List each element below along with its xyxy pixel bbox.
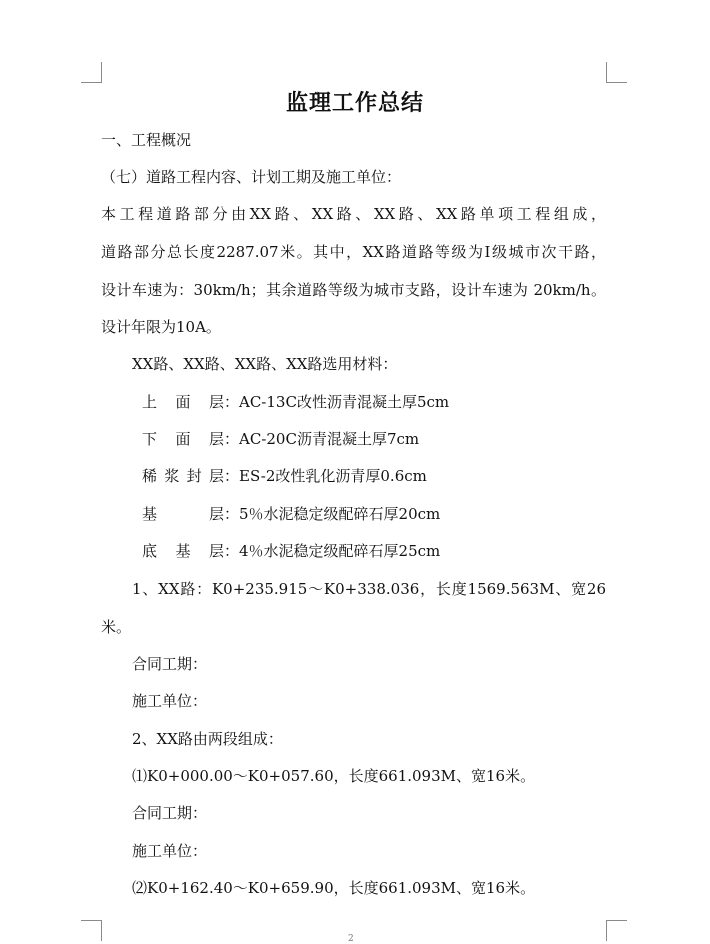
road1-construction-unit: 施工单位：: [132, 692, 208, 710]
material-value: ：AC-13C改性沥青混凝土厚5cm: [224, 393, 450, 411]
road1-line-2: 米。: [101, 618, 132, 636]
material-row: [142, 429, 419, 449]
intro-line-2: 道路部分总长度2287.07米。其中，XX路道路等级为Ⅰ级城市次干路，: [101, 243, 606, 261]
material-value: ：ES-2改性乳化沥青厚0.6cm: [224, 467, 427, 485]
crop-mark-top-left: [81, 62, 102, 83]
material-value: ：5％水泥稳定级配碎石厚20cm: [224, 505, 441, 523]
material-label: 上面层: [142, 393, 224, 411]
road2-segment-2: ⑵K0+162.40～K0+659.90，长度661.093M、宽16米。: [132, 879, 536, 897]
subsection-heading: （七）道路工程内容、计划工期及施工单位：: [101, 168, 402, 186]
material-row: [142, 392, 449, 412]
page-title: 监理工作总结: [285, 91, 424, 116]
road2-construction-unit: 施工单位：: [132, 842, 208, 860]
road1-contract-period: 合同工期：: [132, 655, 208, 673]
intro-line-3: 设计车速为：30km/h；其余道路等级为城市支路，设计车速为 20km/h。: [101, 281, 606, 299]
material-row: [142, 504, 440, 524]
intro-line-4: 设计年限为10A。: [101, 318, 221, 336]
material-label: 基层: [142, 505, 224, 523]
intro-line-1: 本工程道路部分由XX路、XX路、XX路、XX路单项工程组成，: [101, 205, 606, 223]
crop-mark-bottom-left: [81, 920, 102, 941]
material-value: ：AC-20C沥青混凝土厚7cm: [224, 430, 420, 448]
crop-mark-bottom-right: [606, 920, 627, 941]
material-label: 下面层: [142, 430, 224, 448]
section-heading: 一、工程概况: [101, 131, 192, 149]
road2-contract-period: 合同工期：: [132, 804, 208, 822]
page-number: 2: [348, 934, 354, 944]
material-label: 底基层: [142, 542, 224, 560]
material-row: [142, 466, 427, 486]
road2-heading: 2、XX路由两段组成：: [132, 730, 283, 748]
material-label: 稀浆封层: [142, 467, 224, 485]
road1-line-1: 1、XX路：K0+235.915～K0+338.036，长度1569.563M、宽26: [132, 580, 606, 598]
material-row: [142, 541, 440, 561]
material-value: ：4％水泥稳定级配碎石厚25cm: [224, 542, 441, 560]
crop-mark-top-right: [606, 62, 627, 83]
materials-heading: XX路、XX路、XX路、XX路选用材料：: [132, 355, 398, 373]
road2-segment-1: ⑴K0+000.00～K0+057.60，长度661.093M、宽16米。: [132, 767, 536, 785]
